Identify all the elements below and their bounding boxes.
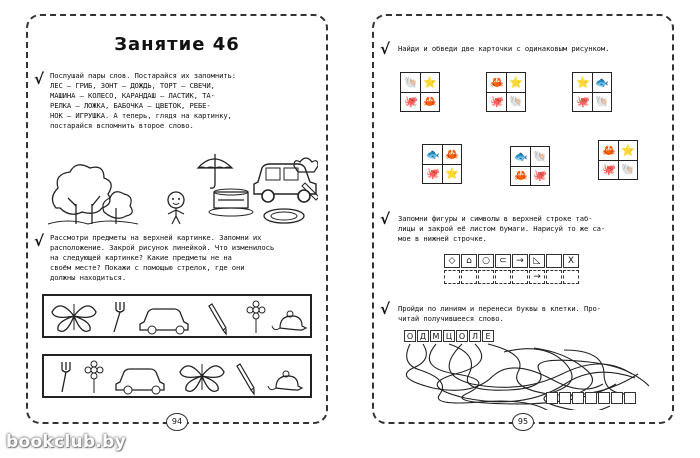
- page-title: Занятие 46: [114, 34, 240, 55]
- text-line: МАШИНА — КОЛЕСО, КАРАНДАШ — ЛАСТИК, ТА-: [50, 91, 215, 100]
- maze-letter: Л: [469, 330, 481, 342]
- card-cell: 🐟: [595, 76, 609, 89]
- maze-letter: Д: [417, 330, 429, 342]
- answer-cell[interactable]: [444, 270, 460, 284]
- card-cell: ⭐: [423, 76, 437, 89]
- task-maze-text: [398, 304, 670, 324]
- car-icon: [140, 309, 188, 334]
- task-objects-text: [50, 233, 324, 283]
- flower-icon: [247, 301, 265, 333]
- text-line: Послушай пары слов. Постарайся их запомнить:: [50, 71, 236, 80]
- pencil-icon: [237, 364, 254, 394]
- card-cell: ⭐: [576, 76, 590, 89]
- fork-icon: [114, 302, 124, 332]
- symbol-cell: →: [512, 254, 528, 268]
- symbol-cell: X: [563, 254, 579, 268]
- page-number: 94: [166, 413, 188, 431]
- answer-cell[interactable]: [478, 270, 494, 284]
- check-mark-icon: √: [34, 70, 45, 88]
- text-line: мое в нижней строчке.: [398, 234, 487, 243]
- answer-letter-cell[interactable]: [624, 392, 636, 404]
- text-line: расположение. Закрой рисунок линейкой. Что изменилось: [50, 243, 275, 252]
- text-line: лицы и закрой её листом бумаги. Нарисуй то же са-: [398, 224, 606, 233]
- text-line: постарайся вспомнить второе слово.: [50, 121, 194, 130]
- card-cell: 🐚: [404, 76, 418, 89]
- card-cell: 🐙: [533, 169, 547, 182]
- text-line: РЕЛКА — ЛОЖКА, БАБОЧКА — ЦВЕТОК, РЕБЕ-: [50, 101, 211, 110]
- trees-icon: [48, 165, 138, 224]
- fork-icon: [62, 362, 70, 392]
- answer-cell[interactable]: [563, 270, 579, 284]
- picture-card[interactable]: [572, 72, 612, 112]
- picture-card[interactable]: [422, 144, 462, 184]
- answer-letter-cell[interactable]: [598, 392, 610, 404]
- top-strip-picture: [44, 296, 310, 336]
- card-cell: 🐙: [602, 163, 616, 176]
- card-cell: 🦀: [514, 169, 528, 182]
- task-symbols-text: [398, 214, 670, 244]
- card-cell: 🐚: [595, 95, 609, 108]
- butterfly-icon: [52, 304, 96, 331]
- card-cell: ⭐: [509, 76, 523, 89]
- symbol-cell: ◺: [529, 254, 545, 268]
- symbol-cell: ⌂: [461, 254, 477, 268]
- card-cell: 🐚: [509, 95, 523, 108]
- answer-letter-cell[interactable]: [559, 392, 571, 404]
- umbrella-icon: [198, 154, 232, 188]
- maze-letter: О: [404, 330, 416, 342]
- symbol-cell: ○: [478, 254, 494, 268]
- text-line: ЛЕС — ГРИБ, ЗОНТ — ДОЖДЬ, ТОРТ — СВЕЧИ,: [50, 81, 215, 90]
- answer-cells-row: [546, 392, 650, 406]
- site-watermark: bookclub.by: [6, 432, 127, 452]
- card-cell: 🐟: [426, 148, 440, 161]
- answer-cell[interactable]: [512, 270, 528, 284]
- mouse-icon: [272, 311, 306, 330]
- text-line: Найди и обведи две карточки с одинаковым рисунком.: [398, 44, 610, 53]
- answer-cell[interactable]: [546, 270, 562, 284]
- bottom-strip-picture: [44, 356, 310, 396]
- answer-cell[interactable]: →: [529, 270, 545, 284]
- right-page: [372, 14, 674, 424]
- text-line: Запомни фигуры и символы в верхней строке таб-: [398, 214, 593, 223]
- maze-letter: Ц: [443, 330, 455, 342]
- card-cell: 🦀: [490, 76, 504, 89]
- text-line: читай получившееся слово.: [398, 314, 504, 323]
- symbol-cell: [546, 254, 562, 268]
- card-cell: 🐙: [426, 167, 440, 180]
- task-cards-text: [398, 44, 670, 54]
- text-line: своём месте? Покажи с помощью стрелок, где они: [50, 263, 245, 272]
- answer-cell[interactable]: [461, 270, 477, 284]
- picture-card[interactable]: [510, 146, 550, 186]
- left-page: [26, 14, 328, 424]
- check-mark-icon: √: [380, 40, 391, 58]
- mouse-icon: [268, 371, 302, 390]
- maze-letter: М: [430, 330, 442, 342]
- card-cell: 🦀: [602, 144, 616, 157]
- check-mark-icon: √: [380, 210, 391, 228]
- picture-card[interactable]: [400, 72, 440, 112]
- butterfly-icon: [180, 364, 224, 391]
- card-cell: 🐟: [514, 150, 528, 163]
- symbol-cell: ⊂: [495, 254, 511, 268]
- maze-letter: О: [456, 330, 468, 342]
- card-cell: 🐚: [533, 150, 547, 163]
- card-cell: 🐙: [576, 95, 590, 108]
- card-cell: 🐙: [490, 95, 504, 108]
- text-line: должны находиться.: [50, 273, 127, 282]
- text-line: НОК — ИГРУШКА. А теперь, глядя на картинку,: [50, 111, 232, 120]
- card-cell: 🦀: [423, 95, 437, 108]
- answer-letter-cell[interactable]: [546, 392, 558, 404]
- card-cell: 🐚: [621, 163, 635, 176]
- bottom-objects-strip: [42, 354, 312, 398]
- answer-cell[interactable]: [495, 270, 511, 284]
- card-cell: ⭐: [621, 144, 635, 157]
- answer-letter-cell[interactable]: [572, 392, 584, 404]
- check-mark-icon: √: [34, 232, 45, 250]
- text-line: Рассмотри предметы на верхней картинке. Запомни их: [50, 233, 262, 242]
- task-words-text: [50, 71, 324, 131]
- car-icon: [254, 164, 316, 202]
- car-icon: [116, 369, 164, 394]
- text-line: на следующей картинке? Какие предметы не на: [50, 253, 232, 262]
- flower-icon: [85, 361, 103, 393]
- top-objects-strip: [42, 294, 312, 338]
- picture-card[interactable]: [486, 72, 526, 112]
- symbols-table: [444, 254, 584, 286]
- memory-picture: [46, 138, 318, 226]
- check-mark-icon: √: [380, 300, 391, 318]
- picture-card[interactable]: [598, 140, 638, 180]
- page-number: 95: [512, 413, 534, 431]
- text-line: Пройди по линиям и перенеси буквы в клетки. Про-: [398, 304, 601, 313]
- card-cell: 🐙: [404, 95, 418, 108]
- boy-icon: [168, 192, 184, 224]
- card-cell: ⭐: [445, 167, 459, 180]
- symbol-cell: ◇: [444, 254, 460, 268]
- answer-letter-cell[interactable]: [611, 392, 623, 404]
- pencil-icon: [209, 304, 226, 334]
- cake-icon: [209, 189, 253, 216]
- maze-letter: Е: [482, 330, 494, 342]
- plate-icon: [264, 209, 304, 223]
- card-cell: 🦀: [445, 148, 459, 161]
- answer-letter-cell[interactable]: [585, 392, 597, 404]
